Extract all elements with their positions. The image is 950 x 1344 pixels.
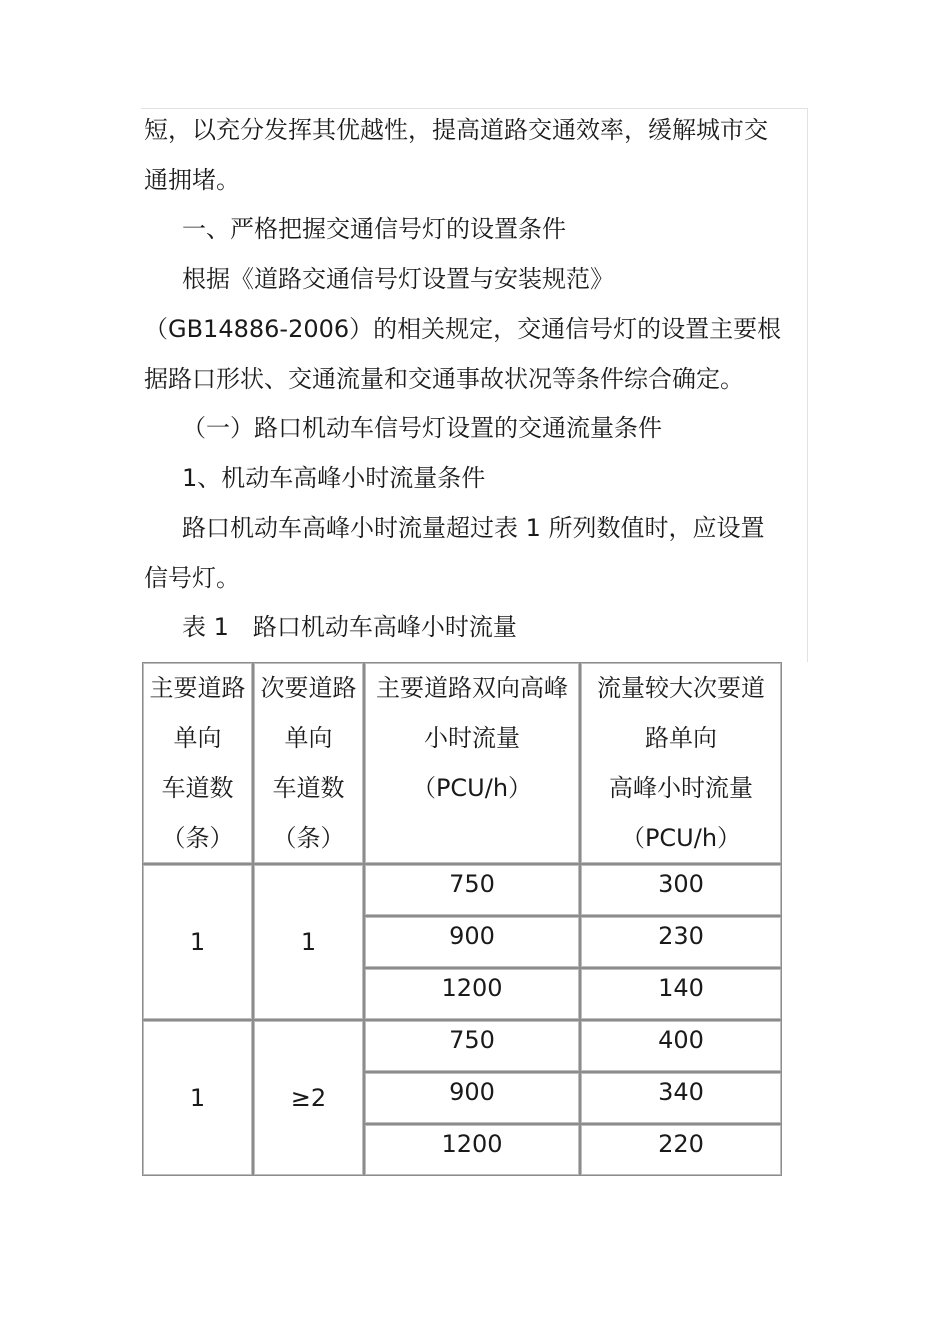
paragraph-line: 信号灯。 (144, 564, 240, 592)
minor-lanes-cell: 1 (253, 864, 364, 1020)
minor-flow-cell: 140 (580, 968, 782, 1020)
minor-flow-cell: 300 (580, 864, 782, 916)
header-main-lanes: 主要道路 单向 车道数 （条） (142, 662, 253, 864)
table-header-row (142, 662, 782, 864)
main-flow-cell: 900 (364, 916, 580, 968)
section-heading: 一、严格把握交通信号灯的设置条件 (182, 215, 566, 243)
minor-flow-cell: 220 (580, 1124, 782, 1176)
main-flow-cell: 1200 (364, 1124, 580, 1176)
subsection-heading: （一）路口机动车信号灯设置的交通流量条件 (182, 414, 662, 442)
paragraph-line: 根据《道路交通信号灯设置与安装规范》 (182, 265, 614, 293)
minor-flow-cell: 230 (580, 916, 782, 968)
header-main-flow: 主要道路双向高峰 小时流量 （PCU/h） (364, 662, 580, 864)
minor-lanes-cell: ≥2 (253, 1020, 364, 1176)
flow-threshold-table (142, 662, 782, 1176)
table-row (142, 1020, 782, 1072)
table-caption: 表 1 路口机动车高峰小时流量 (182, 613, 517, 641)
main-flow-cell: 750 (364, 1020, 580, 1072)
header-minor-lanes: 次要道路 单向 车道数 （条） (253, 662, 364, 864)
main-flow-cell: 750 (364, 864, 580, 916)
minor-flow-cell: 340 (580, 1072, 782, 1124)
main-flow-cell: 900 (364, 1072, 580, 1124)
paragraph-line: 据路口形状、交通流量和交通事故状况等条件综合确定。 (144, 365, 744, 393)
paragraph-line: 通拥堵。 (144, 166, 240, 194)
main-lanes-cell: 1 (142, 864, 253, 1020)
paragraph-line: （GB14886-2006）的相关规定，交通信号灯的设置主要根 (144, 315, 782, 343)
paragraph-line: 路口机动车高峰小时流量超过表 1 所列数值时，应设置 (182, 514, 765, 542)
minor-flow-cell: 400 (580, 1020, 782, 1072)
paragraph-line: 短，以充分发挥其优越性，提高道路交通效率，缓解城市交 (144, 116, 768, 144)
table-row (142, 864, 782, 916)
main-flow-cell: 1200 (364, 968, 580, 1020)
header-minor-flow: 流量较大次要道 路单向 高峰小时流量 （PCU/h） (580, 662, 782, 864)
item-heading: 1、机动车高峰小时流量条件 (182, 464, 486, 492)
main-lanes-cell: 1 (142, 1020, 253, 1176)
